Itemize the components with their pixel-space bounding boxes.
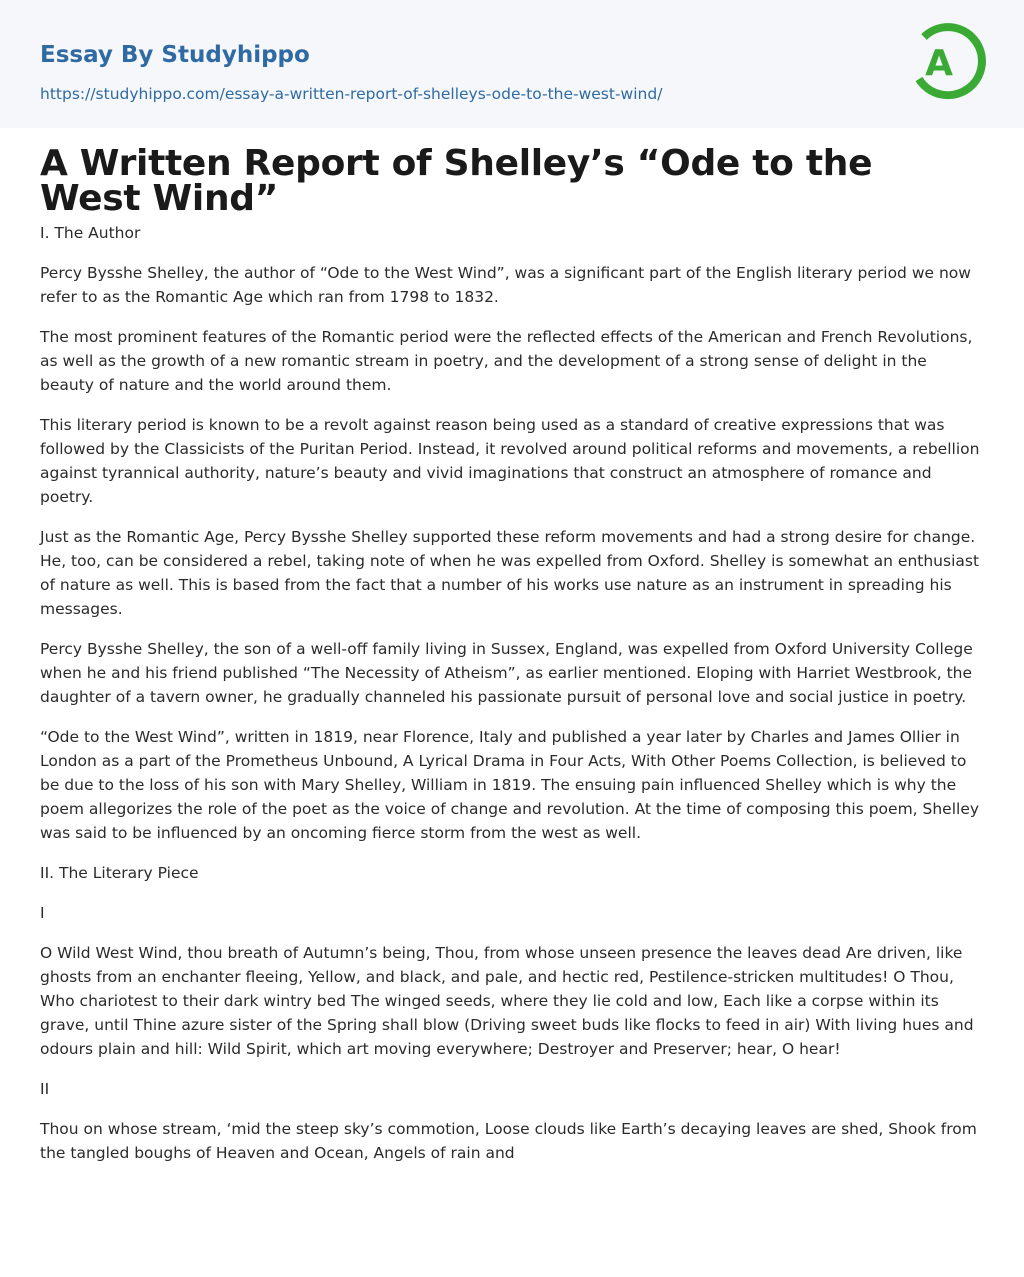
page-url-link[interactable]: https://studyhippo.com/essay-a-written-report-of-shelleys-ode-to-the-west-wind/ [40, 85, 663, 103]
section-heading-author: I. The Author [40, 224, 141, 242]
paragraph: This literary period is known to be a revolt against reason being used as a standard of creative expressions that was followed by the Classicists of the Puritan Period. Instead, it revolved around political reforms and movements, a rebellion against tyrannical authority, nature’s beauty and vivid imaginations that construct an atmosphere of romance and poetry. [40, 416, 980, 506]
paragraph: Percy Bysshe Shelley, the author of “Ode to the West Wind”, was a significant part of the English literary period we now refer to as the Romantic Age which ran from 1798 to 1832. [40, 264, 971, 306]
studyhippo-logo-icon[interactable] [912, 19, 986, 105]
site-brand[interactable]: Essay By Studyhippo [40, 42, 310, 68]
poem-stanza: Thou on whose stream, ‘mid the steep sky’s commotion, Loose clouds like Earth’s decaying leaves are shed, Shook from the tangled boughs of Heaven and Ocean, Angels of rain and [40, 1120, 977, 1162]
stanza-number: I [40, 904, 45, 922]
logo-letter: A [925, 43, 953, 84]
stanza-number: II [40, 1080, 50, 1098]
section-heading-literary-piece: II. The Literary Piece [40, 864, 199, 882]
article-title: A Written Report of Shelley’s “Ode to the West Wind” [40, 143, 873, 219]
article-content [40, 143, 984, 1181]
paragraph: Percy Bysshe Shelley, the son of a well-off family living in Sussex, England, was expelled from Oxford University College when he and his friend published “The Necessity of Atheism”, as earlier mentioned. Eloping with Harriet Westbrook, the daughter of a tavern owner, he gradually channeled his passionate pursuit of personal love and social justice in poetry. [40, 640, 973, 706]
paragraph: The most prominent features of the Romantic period were the reflected effects of the American and French Revolutions, as well as the growth of a new romantic stream in poetry, and the development of a strong sense of delight in the beauty of nature and the world around them. [40, 328, 973, 394]
poem-stanza: O Wild West Wind, thou breath of Autumn’s being, Thou, from whose unseen presence the leaves dead Are driven, like ghosts from an enchanter fleeing, Yellow, and black, and pale, and hectic red, Pestilence-stricken multitudes! O Thou, Who chariotest to their dark wintry bed The winged seeds, where they lie cold and low, Each like a corpse within its grave, until Thine azure sister of the Spring shall blow (Driving sweet buds like flocks to feed in air) With living hues and odours plain and hill: Wild Spirit, which art moving everywhere; Destroyer and Preserver; hear, O hear! [40, 944, 974, 1058]
paragraph: “Ode to the West Wind”, written in 1819, near Florence, Italy and published a year later by Charles and James Ollier in London as a part of the Prometheus Unbound, A Lyrical Drama in Four Acts, With Other Poems Collection, is believed to be due to the loss of his son with Mary Shelley, William in 1819. The ensuing pain influenced Shelley which is why the poem allegorizes the role of the poet as the voice of change and revolution. At the time of composing this poem, Shelley was said to be influenced by an oncoming fierce storm from the west as well. [40, 728, 980, 842]
paragraph: Just as the Romantic Age, Percy Bysshe Shelley supported these reform movements and had a strong desire for change. He, too, can be considered a rebel, taking note of when he was expelled from Oxford. Shelley is somewhat an enthusiast of nature as well. This is based from the fact that a number of his works use nature as an instrument in spreading his messages. [40, 528, 980, 618]
site-header [0, 0, 1024, 128]
